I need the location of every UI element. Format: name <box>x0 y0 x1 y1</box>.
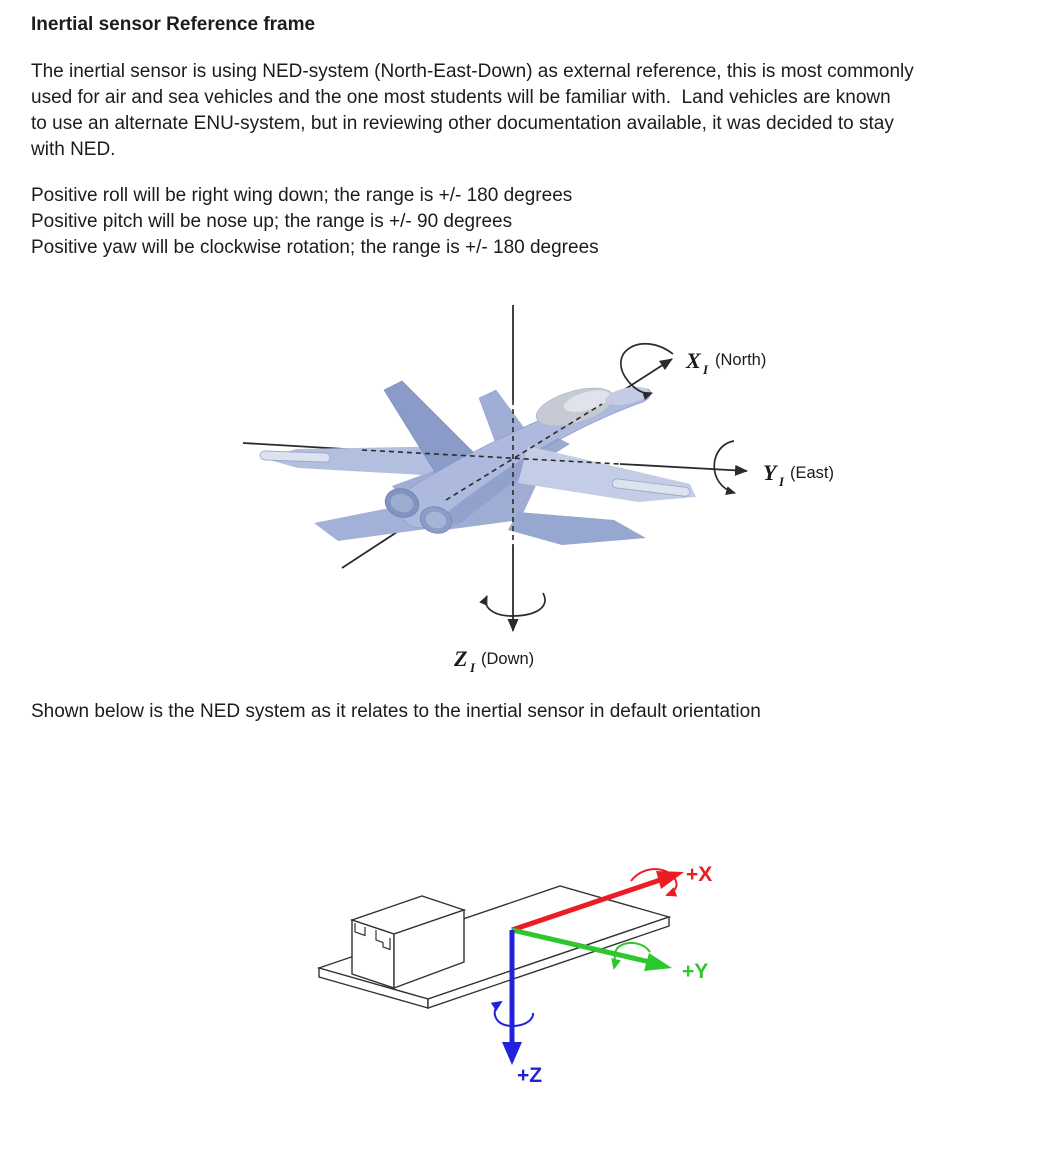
aircraft-illustration <box>260 381 696 545</box>
y-axis-symbol: Y <box>763 460 777 485</box>
x-axis-caption: (North) <box>715 351 767 369</box>
z-axis-subscript: I <box>470 660 476 675</box>
y-arrowhead-icon <box>644 953 672 971</box>
ned-sensor-caption: Shown below is the NED system as it relates to the inertial sensor in default orientation <box>31 701 761 722</box>
intro-line: with NED. <box>31 139 116 160</box>
pitch-rotation-arrow-icon <box>714 441 735 493</box>
rotation-rule-yaw: Positive yaw will be clockwise rotation; the range is +/- 180 degrees <box>31 237 599 258</box>
y-axis-caption: (East) <box>790 464 835 482</box>
rotation-rules <box>31 183 599 261</box>
y-axis-label: +Y <box>682 960 709 983</box>
y-axis-label <box>763 460 834 489</box>
intro-line: to use an alternate ENU-system, but in reviewing other documentation available, it was decided to stay <box>31 113 894 134</box>
sensor-board-figure <box>0 850 1054 1095</box>
z-arrowhead-icon <box>502 1042 522 1065</box>
page-heading: Inertial sensor Reference frame <box>31 14 316 35</box>
rotation-rule-roll: Positive roll will be right wing down; the range is +/- 180 degrees <box>31 185 573 206</box>
z-axis-caption: (Down) <box>481 650 535 668</box>
x-axis-symbol: X <box>686 348 701 373</box>
x-axis-label <box>685 348 766 377</box>
rotation-rule-pitch: Positive pitch will be nose up; the range is +/- 90 degrees <box>31 211 513 232</box>
y-axis-subscript: I <box>779 474 785 489</box>
intro-paragraph <box>31 59 914 163</box>
intro-line: used for air and sea vehicles and the one most students will be familiar with. Land vehicles are known <box>31 87 891 108</box>
ned-aircraft-figure <box>0 295 1054 685</box>
intro-line: The inertial sensor is using NED-system (North-East-Down) as external reference, this is most commonly <box>31 61 914 82</box>
z-axis-label <box>453 646 534 675</box>
z-axis-label: +Z <box>517 1064 543 1087</box>
x-axis-label: +X <box>686 863 713 886</box>
x-axis-subscript: I <box>703 362 709 377</box>
yaw-rotation-arrow-icon <box>486 593 545 616</box>
z-axis-symbol: Z <box>454 646 468 671</box>
